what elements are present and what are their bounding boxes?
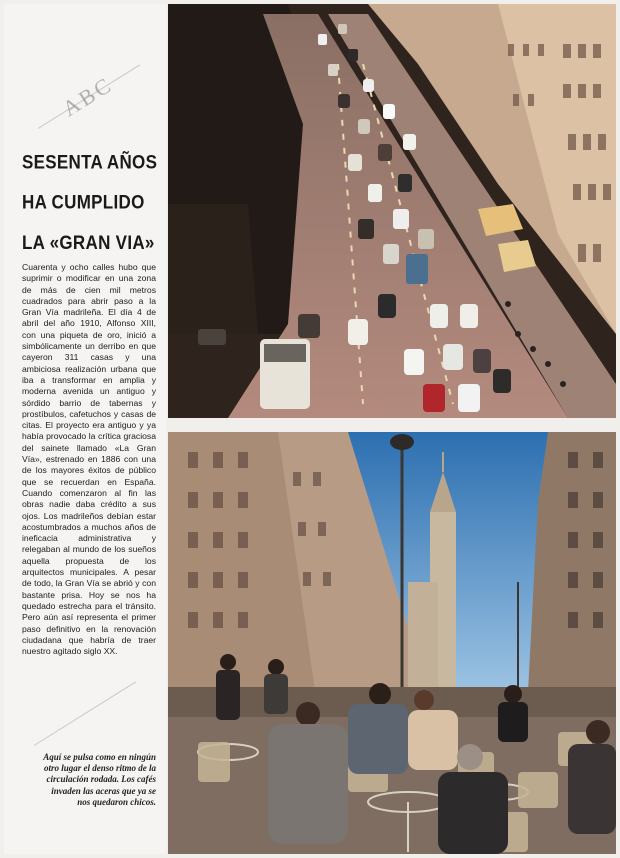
street-traffic-image [168, 4, 616, 418]
title-line: HA CUMPLIDO [22, 191, 145, 214]
cafe-terrace-photo [168, 432, 616, 854]
abc-watermark: ABC [58, 71, 118, 122]
title-line: LA «GRAN VIA» [22, 231, 155, 254]
article-body: Cuarenta y ocho calles hubo que suprimir o modificar en una zona de más de cien mil metros cuadrados para abrir paso a la Gran Vía madrileña. El día 4 de abril del año 1910, Alfonso XIII, con una piqueta de oro, inició a simbólicamente un derribo en que cayeron 311 casas y una ambiciosa realización urbana que iba a transformar en amplia y moderna avenida un antiguo y sórdido barrio de tabernas y prostíbulos, cafetuchos y casas de citas. El proyecto era antiguo y ya había provocado la crítica graciosa del sainete llamado «La Gran Vía», estrenado en 1886 con una de los mayores éxitos de público que se recuerdan en España. Cuando comenzaron al fin las obras nadie daba crédito a sus ojos. Los madrileños debían estar acostumbrados a muchos años de ineficacia administrativa y relegaban al mundo de los sueños aquella propuesta de los arquitectos municipales. A pesar de todo, la Gran Vía se abrió y con bastante prisa. Hoy se nos ha quedado estrecha para el tránsito. Pero aún así representa el primer paso definitivo en la renovación ciudadana que habría de traer nuestro agitado siglo XX. [22, 262, 156, 657]
article-title [22, 142, 162, 263]
title-line: SESENTA AÑOS [22, 151, 158, 174]
cafe-terrace-image [168, 432, 616, 854]
street-traffic-photo [168, 4, 616, 418]
photo-caption: Aquí se pulsa como en ningún otro lugar el denso ritmo de la circulación rodada. Los cafés invaden las aceras que ya se nos quedaron chicos. [43, 752, 156, 807]
